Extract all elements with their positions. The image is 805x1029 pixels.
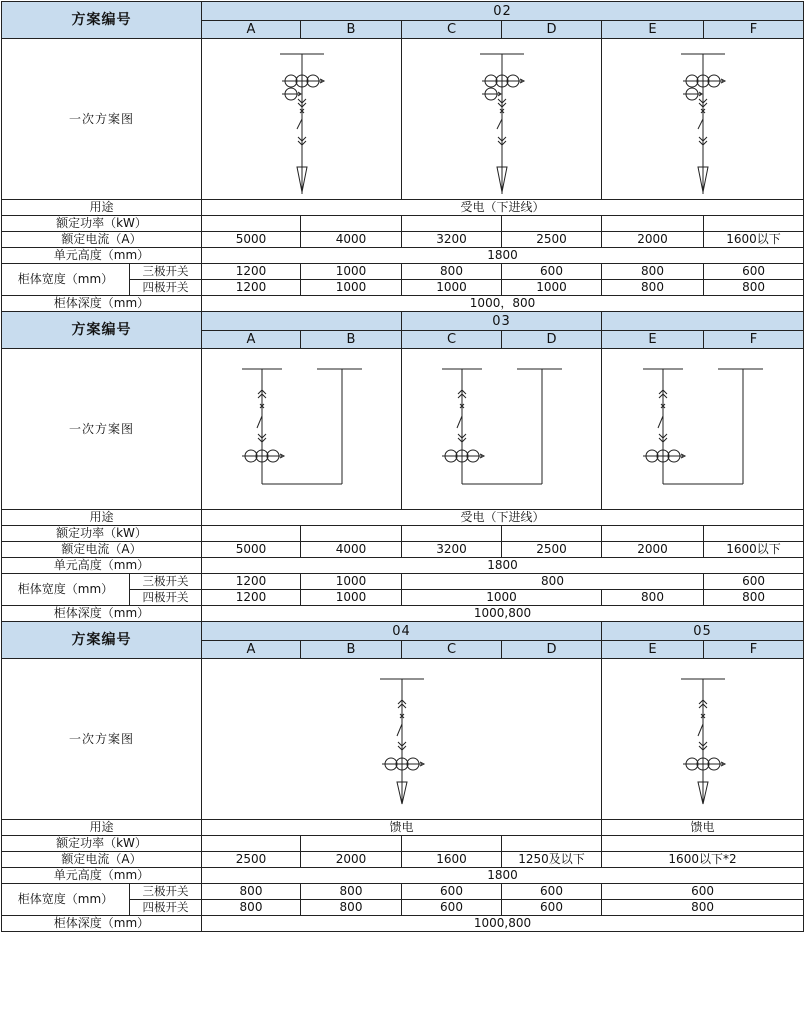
value-cell	[202, 836, 301, 852]
value-cell	[502, 526, 602, 542]
three-pole-label: 三极开关	[130, 884, 202, 900]
value-cell: 800	[402, 574, 704, 590]
value-cell: 1000	[301, 280, 402, 296]
cabinet-depth-label: 柜体深度（mm）	[2, 916, 202, 932]
value-cell: 1600以下*2	[602, 852, 804, 868]
purpose-label: 用途	[2, 820, 202, 836]
scheme-code: 02	[202, 2, 804, 21]
value-cell: 800	[602, 900, 804, 916]
four-pole-label: 四极开关	[130, 900, 202, 916]
value-cell: 1000	[301, 590, 402, 606]
column-letter: C	[402, 331, 502, 349]
value-cell: 1000	[502, 280, 602, 296]
value-cell: 600	[402, 884, 502, 900]
single-line-diagram	[202, 659, 602, 820]
cabinet-depth-value: 1000,800	[202, 916, 804, 932]
scheme-no-label: 方案编号	[2, 2, 202, 39]
cabinet-depth-value: 1000，800	[202, 296, 804, 312]
diagram-label: 一次方案图	[2, 659, 202, 820]
single-line-diagram	[602, 659, 804, 820]
value-cell: 800	[602, 590, 704, 606]
value-cell: 1600以下	[704, 542, 804, 558]
value-cell: 2500	[502, 232, 602, 248]
column-letter: B	[301, 641, 402, 659]
value-cell: 5000	[202, 542, 301, 558]
value-cell: 800	[202, 884, 301, 900]
column-letter: D	[502, 641, 602, 659]
value-cell	[202, 526, 301, 542]
value-cell: 2000	[301, 852, 402, 868]
four-pole-label: 四极开关	[130, 280, 202, 296]
column-letter: C	[402, 641, 502, 659]
value-cell: 800	[301, 884, 402, 900]
four-pole-label: 四极开关	[130, 590, 202, 606]
value-cell	[202, 216, 301, 232]
value-cell: 1200	[202, 574, 301, 590]
value-cell: 2000	[602, 542, 704, 558]
scheme-code	[602, 312, 804, 331]
column-letter: B	[301, 21, 402, 39]
cabinet-width-label: 柜体宽度（mm）	[2, 574, 130, 606]
value-cell: 3200	[402, 542, 502, 558]
single-line-diagram	[402, 39, 602, 200]
column-letter: E	[602, 331, 704, 349]
column-letter: F	[704, 21, 804, 39]
rated-power-label: 额定功率（kW）	[2, 526, 202, 542]
value-cell: 1200	[202, 264, 301, 280]
scheme-no-label: 方案编号	[2, 622, 202, 659]
column-letter: A	[202, 21, 301, 39]
value-cell: 800	[704, 590, 804, 606]
value-cell: 800	[402, 264, 502, 280]
cabinet-depth-value: 1000,800	[202, 606, 804, 622]
value-cell: 5000	[202, 232, 301, 248]
column-letter: F	[704, 641, 804, 659]
value-cell: 1600以下	[704, 232, 804, 248]
rated-power-label: 额定功率（kW）	[2, 836, 202, 852]
unit-height-label: 单元高度（mm）	[2, 248, 202, 264]
column-letter: C	[402, 21, 502, 39]
unit-height-label: 单元高度（mm）	[2, 868, 202, 884]
diagram-label: 一次方案图	[2, 39, 202, 200]
rated-current-label: 额定电流（A）	[2, 542, 202, 558]
value-cell: 600	[502, 884, 602, 900]
purpose-value: 受电（下进线）	[202, 510, 804, 526]
value-cell	[402, 526, 502, 542]
scheme-no-label: 方案编号	[2, 312, 202, 349]
purpose-value: 馈电	[202, 820, 602, 836]
value-cell	[402, 836, 502, 852]
value-cell: 1000	[402, 590, 602, 606]
value-cell	[704, 216, 804, 232]
value-cell	[301, 836, 402, 852]
value-cell: 600	[704, 264, 804, 280]
cabinet-depth-label: 柜体深度（mm）	[2, 296, 202, 312]
value-cell: 1600	[402, 852, 502, 868]
value-cell: 3200	[402, 232, 502, 248]
value-cell: 1000	[402, 280, 502, 296]
value-cell: 800	[602, 264, 704, 280]
single-line-diagram	[202, 39, 402, 200]
spec-table	[1, 1, 804, 932]
value-cell: 2500	[202, 852, 301, 868]
column-letter: A	[202, 641, 301, 659]
value-cell: 2500	[502, 542, 602, 558]
value-cell	[602, 216, 704, 232]
column-letter: B	[301, 331, 402, 349]
column-letter: E	[602, 21, 704, 39]
purpose-value: 受电（下进线）	[202, 200, 804, 216]
value-cell: 600	[402, 900, 502, 916]
value-cell: 1200	[202, 590, 301, 606]
purpose-label: 用途	[2, 510, 202, 526]
scheme-code: 05	[602, 622, 804, 641]
rated-current-label: 额定电流（A）	[2, 232, 202, 248]
single-line-diagram	[202, 349, 402, 510]
cabinet-width-label: 柜体宽度（mm）	[2, 884, 130, 916]
value-cell	[502, 216, 602, 232]
value-cell: 2000	[602, 232, 704, 248]
value-cell: 800	[602, 280, 704, 296]
value-cell: 600	[602, 884, 804, 900]
value-cell: 800	[202, 900, 301, 916]
column-letter: D	[502, 331, 602, 349]
purpose-label: 用途	[2, 200, 202, 216]
column-letter: A	[202, 331, 301, 349]
value-cell	[402, 216, 502, 232]
value-cell: 1200	[202, 280, 301, 296]
purpose-value: 馈电	[602, 820, 804, 836]
scheme-code: 04	[202, 622, 602, 641]
unit-height-value: 1800	[202, 248, 804, 264]
three-pole-label: 三极开关	[130, 574, 202, 590]
value-cell: 1000	[301, 264, 402, 280]
scheme-code: 03	[402, 312, 602, 331]
cabinet-depth-label: 柜体深度（mm）	[2, 606, 202, 622]
single-line-diagram	[402, 349, 602, 510]
scheme-code	[202, 312, 402, 331]
value-cell: 800	[704, 280, 804, 296]
diagram-label: 一次方案图	[2, 349, 202, 510]
value-cell	[602, 836, 804, 852]
single-line-diagram	[602, 349, 804, 510]
value-cell	[301, 526, 402, 542]
value-cell: 800	[301, 900, 402, 916]
value-cell: 600	[502, 900, 602, 916]
single-line-diagram	[602, 39, 804, 200]
value-cell	[602, 526, 704, 542]
value-cell: 1000	[301, 574, 402, 590]
value-cell	[502, 836, 602, 852]
column-letter: F	[704, 331, 804, 349]
value-cell: 4000	[301, 542, 402, 558]
column-letter: D	[502, 21, 602, 39]
unit-height-value: 1800	[202, 868, 804, 884]
value-cell: 600	[704, 574, 804, 590]
rated-power-label: 额定功率（kW）	[2, 216, 202, 232]
value-cell	[301, 216, 402, 232]
three-pole-label: 三极开关	[130, 264, 202, 280]
unit-height-value: 1800	[202, 558, 804, 574]
cabinet-width-label: 柜体宽度（mm）	[2, 264, 130, 296]
value-cell: 600	[502, 264, 602, 280]
value-cell: 4000	[301, 232, 402, 248]
value-cell	[704, 526, 804, 542]
rated-current-label: 额定电流（A）	[2, 852, 202, 868]
column-letter: E	[602, 641, 704, 659]
value-cell: 1250及以下	[502, 852, 602, 868]
unit-height-label: 单元高度（mm）	[2, 558, 202, 574]
